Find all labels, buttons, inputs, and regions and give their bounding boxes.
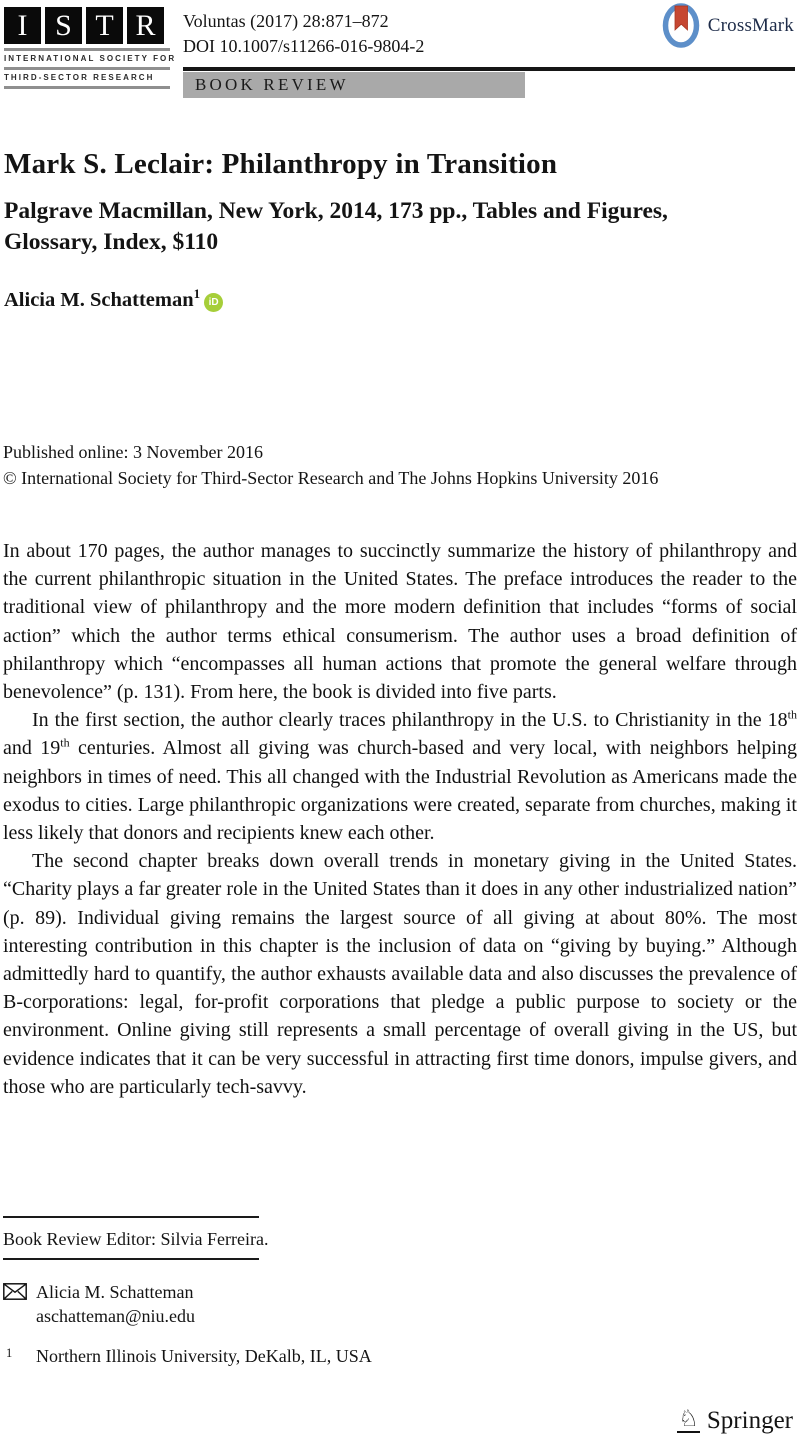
istr-divider [4,86,170,89]
author-line [4,286,797,312]
body-paragraph [3,847,797,1101]
crossmark-icon [662,3,703,48]
affiliation-marker: 1 [6,1346,13,1360]
copyright-line: © International Society for Third-Sector Research and The Johns Hopkins University 2016 [3,468,659,488]
article-subtitle: Palgrave Macmillan, New York, 2014, 173 pp., Tables and Figures, Glossary, Index, $110 [4,198,668,255]
body-paragraph [3,706,797,847]
article-title: Mark S. Leclair: Philanthropy in Transition [4,148,558,180]
journal-reference-block [183,9,424,59]
superscript: th [60,735,70,750]
publisher-name: Springer [706,1407,793,1434]
footnote-rule [3,1216,259,1218]
footnote-area [3,1216,797,1367]
istr-letter-box: I [4,7,41,44]
istr-letter-box: S [45,7,82,44]
istr-logo [4,7,177,89]
doi: DOI 10.1007/s11266-016-9804-2 [183,36,425,56]
springer-logo [677,1408,793,1433]
crossmark-badge[interactable] [662,3,794,48]
istr-letter-box: R [127,7,164,44]
text-run: In the first section, the author clearly traces philanthropy in the U.S. to Christianity in the 18 [32,709,788,732]
footnote-rule [3,1258,259,1260]
published-online: Published online: 3 November 2016 [3,442,263,462]
istr-society-line2: THIRD-SECTOR RESEARCH [4,73,155,82]
contact-name: Alicia M. Schatteman [36,1282,194,1302]
text-run: The second chapter breaks down overall trends in monetary giving in the United States. “Charity plays a far greater role in the United States than it does in any other industrialized nation” (p. 89). Individual giving remains the largest source of all giving at about 80%. The most interesting contribution in this chapter is the inclusion of data on “giving by buying.” Although admittedly hard to quantify, the author exhausts available data and also discusses the prevalence of B-corporations: legal, for-profit corporations that pledge a public purpose to society or the environment. Online giving still represents a small percentage of overall giving in the US, but evidence indicates that it can be very successful in attracting first time donors, impulse givers, and those who are particularly tech-savvy. [3,850,797,1098]
superscript: th [787,707,797,722]
journal-citation: Voluntas (2017) 28:871–872 [183,11,389,31]
affiliation-text: Northern Illinois University, DeKalb, IL, USA [36,1346,372,1366]
envelope-icon [3,1283,27,1300]
text-run: centuries. Almost all giving was church-based and very local, with neighbors helping neighbors in times of need. This all changed with the Industrial Revolution as Americans made the exodus to cities. Large philanthropic organizations were created, separate from churches, making it less likely that donors and recipients knew each other. [3,737,797,845]
section-banner [183,72,525,98]
email-icon-column [3,1280,36,1328]
author-name: Alicia M. Schatteman [4,289,194,311]
article [0,148,800,1101]
istr-society-line1: INTERNATIONAL SOCIETY FOR [4,54,177,63]
text-run: and 19 [3,737,61,760]
section-banner-label: BOOK REVIEW [195,75,349,94]
editor-note: Book Review Editor: Silvia Ferreira. [3,1229,269,1249]
orcid-icon[interactable]: iD [204,293,223,312]
crossmark-label: CrossMark [707,14,794,36]
publication-info [3,439,797,491]
istr-letter-box: T [86,7,123,44]
affiliation-block [3,1345,797,1367]
correspondence-block [3,1280,797,1328]
istr-divider [4,48,170,51]
article-body [3,537,797,1101]
header-rule [183,67,795,71]
istr-letterboxes [4,7,170,44]
contact-email[interactable]: aschatteman@niu.edu [36,1306,196,1326]
page-header [0,0,800,100]
author-affiliation-marker: 1 [193,286,201,301]
springer-knight-icon: ♘ [678,1406,699,1432]
istr-divider [4,67,170,70]
body-paragraph [3,537,797,706]
text-run: In about 170 pages, the author manages to succinctly summarize the history of philanthropy and the current philanthropic situation in the United States. The preface introduces the reader to the traditional view of philanthropy and the more modern definition that includes “forms of social action” which the author terms ethical consumerism. The author uses a broad definition of philanthropy which “encompasses all human actions that promote the general welfare through benevolence” (p. 131). From here, the book is divided into five parts. [3,540,797,704]
contact-details [36,1280,195,1328]
